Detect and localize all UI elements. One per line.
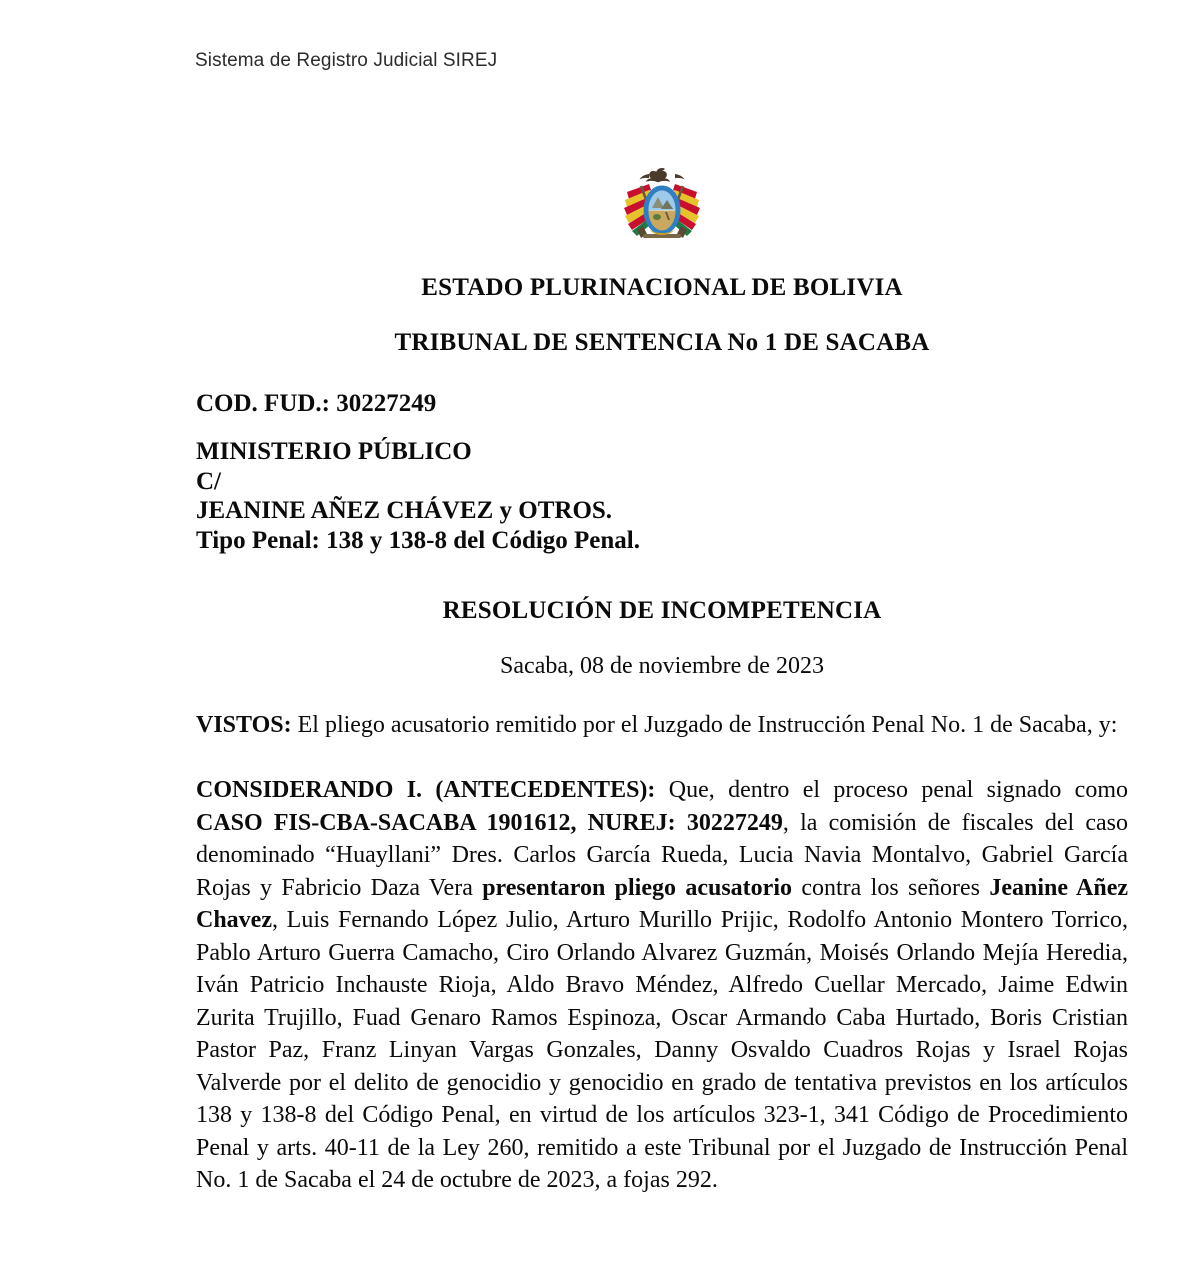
considerando-label: CONSIDERANDO I. (ANTECEDENTES): [196, 777, 656, 804]
document-page [196, 0, 1128, 1221]
resolution-place-date: Sacaba, 08 de noviembre de 2023 [500, 652, 824, 679]
block-spacer [196, 419, 1128, 437]
tipo-penal-line: Tipo Penal: 138 y 138-8 del Código Penal. [196, 527, 641, 554]
paragraph-vistos [196, 709, 1128, 742]
defendants-line: JEANINE AÑEZ CHÁVEZ y OTROS. [196, 497, 613, 525]
case-reference: CASO FIS-CBA-SACABA 1901612, NUREJ: 30227249 [196, 809, 783, 836]
considerando-text-2: , la comisión de fiscales del caso denominado “Huayllani” Dres. Carlos García Rueda, Lucia Navia Montalvo, Gabriel García Rojas y Fabricio Daza Vera [196, 809, 1128, 901]
ministerio-publico-line: MINISTERIO PÚBLICO [196, 437, 472, 465]
considerando-text-4: , Luis Fernando López Julio, Arturo Murillo Prijic, Rodolfo Antonio Montero Torrico, Pablo Arturo Guerra Camacho, Ciro Orlando Alvarez Guzmán, Moisés Orlando Mejía Heredia, Iván Patricio Inchauste Rioja, Aldo Bravo Méndez, Alfredo Cuellar Mercado, Jaime Edwin Zurita Trujillo, Fuad Genaro Ramos Espinoza, Oscar Armando Caba Hurtado, Boris Cristian Pastor Paz, Franz Linyan Vargas Gonzales, Danny Osvaldo Cuadros Rojas y Israel Rojas Valverde por el delito de genocidio y genocidio en grado de tentativa previstos en los artículos 138 y 138-8 del Código Penal, en virtud de los artículos 323-1, 341 Código de Procedimiento Penal y arts. 40-11 de la Ley 260, remitido a este Tribunal por el Juzgado de Instrucción Penal No. 1 de Sacaba el 24 de octubre de 2023, a fojas 292. [196, 907, 1128, 1194]
vistos-label: VISTOS: [196, 711, 292, 738]
versus-line: C/ [196, 467, 221, 495]
resolution-title: RESOLUCIÓN DE INCOMPETENCIA [442, 596, 882, 624]
cod-fud-line: COD. FUD.: 30227249 [196, 390, 437, 417]
case-header-block [196, 389, 1128, 556]
coat-of-arms-container [196, 160, 1128, 252]
paragraph-considerando [196, 774, 1128, 1197]
vistos-text: El pliego acusatorio remitido por el Juzgado de Instrucción Penal No. 1 de Sacaba, y: [291, 711, 1118, 738]
considerando-text-3: contra los señores [792, 874, 990, 901]
sirej-system-watermark: Sistema de Registro Judicial SIREJ [195, 50, 498, 71]
action-presented-indictment: presentaron pliego acusatorio [482, 874, 792, 901]
coat-of-arms-of-bolivia-icon [619, 164, 705, 248]
page-title-tribunal: TRIBUNAL DE SENTENCIA No 1 DE SACABA [394, 329, 930, 356]
main-defendant-name: Jeanine Añez Chavez [196, 874, 1128, 934]
considerando-text-1: Que, dentro el proceso penal signado como [655, 777, 1128, 804]
page-title-state: ESTADO PLURINACIONAL DE BOLIVIA [421, 274, 903, 301]
